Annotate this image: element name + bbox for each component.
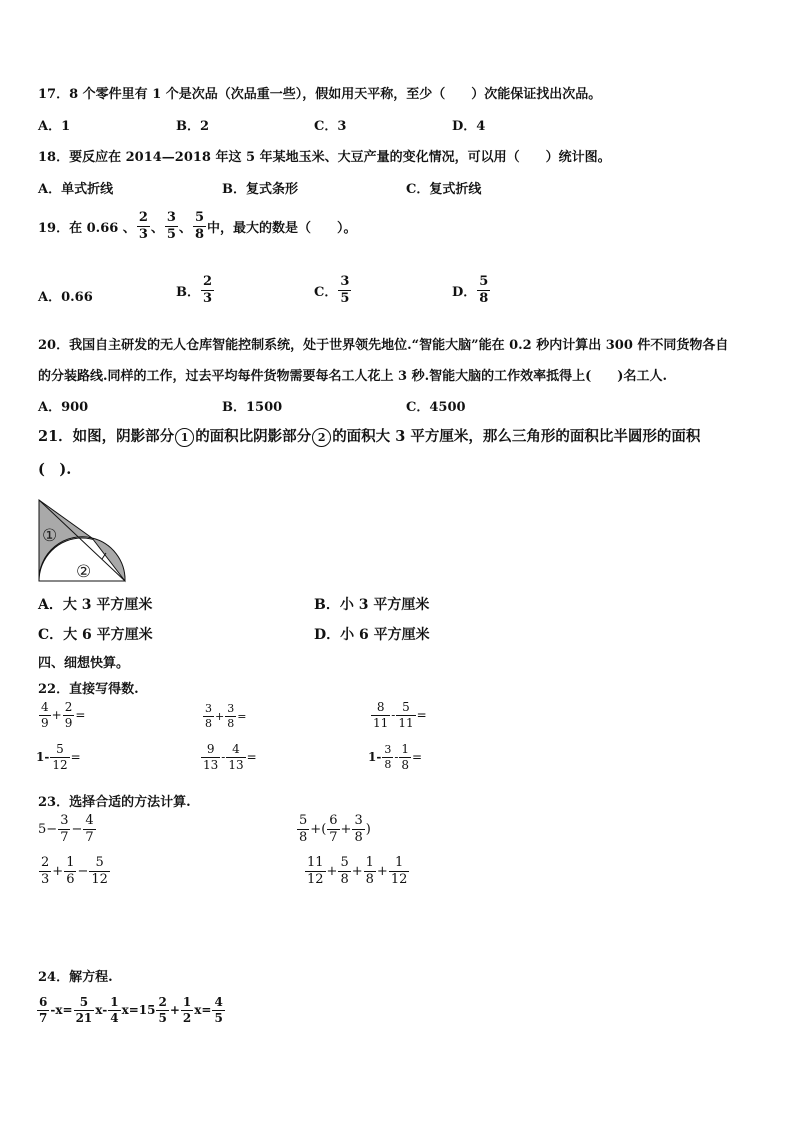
- section-4-heading: 四、细想快算。: [38, 656, 130, 671]
- q22-expr-4: 1- $\frac{5}{12}$ =: [36, 742, 81, 772]
- q18-stem: 18．要反应在 2014—2018 年这 5 年某地玉米、大豆产量的变化情况，可以用（ ）统计图。: [38, 150, 611, 165]
- q19-frac-2: $\frac{3}{5}$: [166, 210, 176, 242]
- q18-option-b: B．复式条形: [222, 182, 298, 197]
- q20-line-2: 的分装路线.同样的工作，过去平均每件货物需要每名工人花上 3 秒.智能大脑的工作效率抵得上( )名工人.: [38, 369, 667, 384]
- q19-frac-3: $\frac{5}{8}$: [194, 210, 204, 242]
- q22-expr-6: 1- $\frac{3}{8}$ - $\frac{1}{8}$ =: [368, 742, 423, 772]
- q21-line-2: ( ).: [38, 461, 72, 478]
- q21-option-d: D．小 6 平方厘米: [314, 627, 430, 643]
- q17-option-b: B．2: [176, 119, 210, 134]
- q22-expr-5: $\frac{9}{13}$ - $\frac{4}{13}$ =: [203, 742, 257, 772]
- q21-option-a: A．大 3 平方厘米: [38, 597, 153, 613]
- q19-option-b: B． $\frac{2}{3}$: [176, 274, 213, 306]
- q22-expr-1: $\frac{4}{9}$ + $\frac{2}{9}$ =: [41, 700, 86, 730]
- q24-title: 24．解方程.: [38, 970, 113, 985]
- q21-option-c: C．大 6 平方厘米: [38, 627, 153, 643]
- q19-sep: 、: [178, 220, 192, 236]
- q19-prefix: 19．在 0.66 、: [38, 220, 136, 236]
- q17-option-c: C．3: [314, 119, 347, 134]
- q24-equations: $\frac{6}{7}$ -x= $\frac{5}{21}$ x- $\frac{1}{4}$ x=15 $\frac{2}{5}$ + $\frac{1}{2}$ x= $\frac{4}{5}$: [39, 995, 223, 1025]
- fig-label-1: ①: [42, 526, 58, 546]
- q21-figure: [36, 497, 128, 585]
- q20-option-c: C．4500: [406, 400, 466, 415]
- q18-option-c: C．复式折线: [406, 182, 482, 197]
- q17-option-a: A．1: [38, 119, 71, 134]
- q19-suffix: 中，最大的数是（ ）。: [206, 220, 357, 236]
- q19-frac-1: $\frac{2}{3}$: [138, 210, 148, 242]
- q22-title: 22．直接写得数.: [38, 682, 139, 697]
- q21-stem: 21．如图，阴影部分 1 的面积比阴影部分 2 的面积大 3 平方厘米，那么三角形的面积比半圆形的面积: [38, 428, 701, 445]
- circle-2-icon: 2: [312, 428, 331, 447]
- q17-stem: 17．8 个零件里有 1 个是次品（次品重一些），假如用天平称，至少（ ）次能保证找出次品。: [38, 87, 602, 102]
- q20-option-a: A．900: [38, 400, 89, 415]
- q23-expr-2: $\frac{5}{8}$ + ( $\frac{6}{7}$ + $\frac{3}{8}$ ): [299, 813, 371, 845]
- q23-expr-4: $\frac{11}{12}$ + $\frac{5}{8}$ + $\frac{1}{8}$ + $\frac{1}{12}$: [307, 855, 408, 887]
- q18-option-a: A．单式折线: [38, 182, 114, 197]
- q20-line-1: 20．我国自主研发的无人仓库智能控制系统，处于世界领先地位.“智能大脑”能在 0.2 秒内计算出 300 件不同货物各自: [38, 338, 729, 353]
- q19-stem: [38, 211, 357, 241]
- q19-sep: 、: [150, 220, 164, 236]
- q19-option-d: D． $\frac{5}{8}$: [452, 274, 489, 306]
- q19-option-a: A．0.66: [38, 290, 93, 305]
- q20-option-b: B．1500: [222, 400, 283, 415]
- q21-option-b: B．小 3 平方厘米: [314, 597, 430, 613]
- q23-expr-1: 5 − $\frac{3}{7}$ − $\frac{4}{7}$: [38, 813, 94, 845]
- fig-label-2: ②: [76, 562, 92, 582]
- circle-1-icon: 1: [175, 428, 194, 447]
- q19-option-c: C． $\frac{3}{5}$: [314, 274, 350, 306]
- q22-expr-3: $\frac{8}{11}$ - $\frac{5}{11}$ =: [373, 700, 427, 730]
- q17-option-d: D．4: [452, 119, 486, 134]
- q22-expr-2: $\frac{3}{8}$ + $\frac{3}{8}$ =: [205, 702, 247, 730]
- q23-expr-3: $\frac{2}{3}$ + $\frac{1}{6}$ − $\frac{5}{12}$: [41, 855, 108, 887]
- q23-title: 23．选择合适的方法计算.: [38, 795, 191, 810]
